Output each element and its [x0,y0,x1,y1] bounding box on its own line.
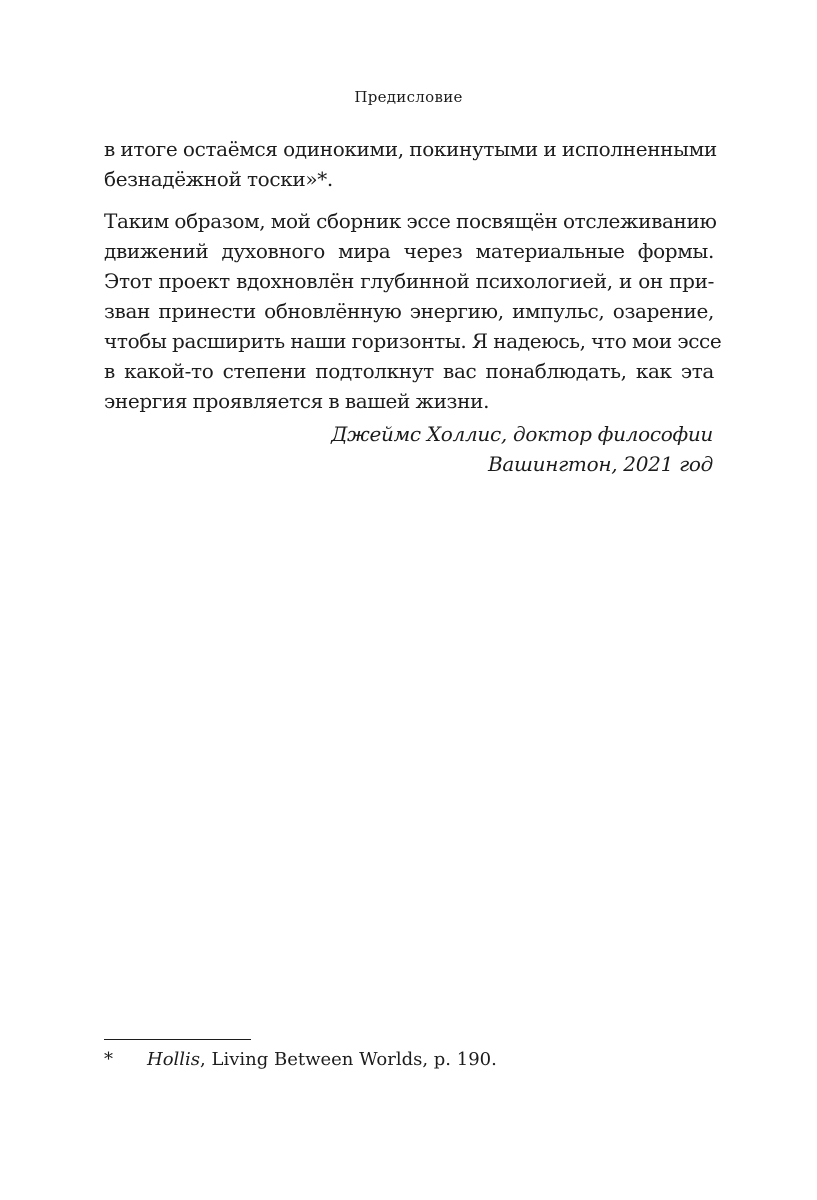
paragraph-line: зван принести обновлённую энергию, импульс, озарение, [104,299,714,323]
paragraph-continuation [104,134,717,194]
paragraph-line: Таким образом, мой сборник эссе посвящён отслеживанию [104,209,717,233]
paragraph-body [104,206,722,416]
paragraph-line: безнадёжной тоски»*. [104,167,333,191]
paragraph-line: в какой-то степени подтолкнут вас понаблюдать, как эта [104,359,714,383]
signature-place-date: Вашингтон, 2021 год [487,452,713,476]
signature-author: Джеймс Холлис, доктор философии [331,422,713,446]
paragraph-line: энергия проявляется в вашей жизни. [104,389,490,413]
footnote [104,1046,497,1074]
paragraph-line: в итоге остаёмся одинокими, покинутыми и исполненными [104,137,717,161]
running-head: Предисловие [354,88,463,106]
paragraph-line: Этот проект вдохновлён глубинной психологией, и он при- [104,269,714,293]
footnote-author: Hollis [147,1049,201,1070]
footnote-reference: , Living Between Worlds, p. 190. [200,1049,497,1070]
paragraph-line: движений духовного мира через материальные формы. [104,239,714,263]
paragraph-line: чтобы расширить наши горизонты. Я надеюсь, что мои эссе [104,329,722,353]
signature [331,419,713,479]
footnote-rule [104,1039,251,1040]
footnote-mark: * [104,1049,113,1070]
